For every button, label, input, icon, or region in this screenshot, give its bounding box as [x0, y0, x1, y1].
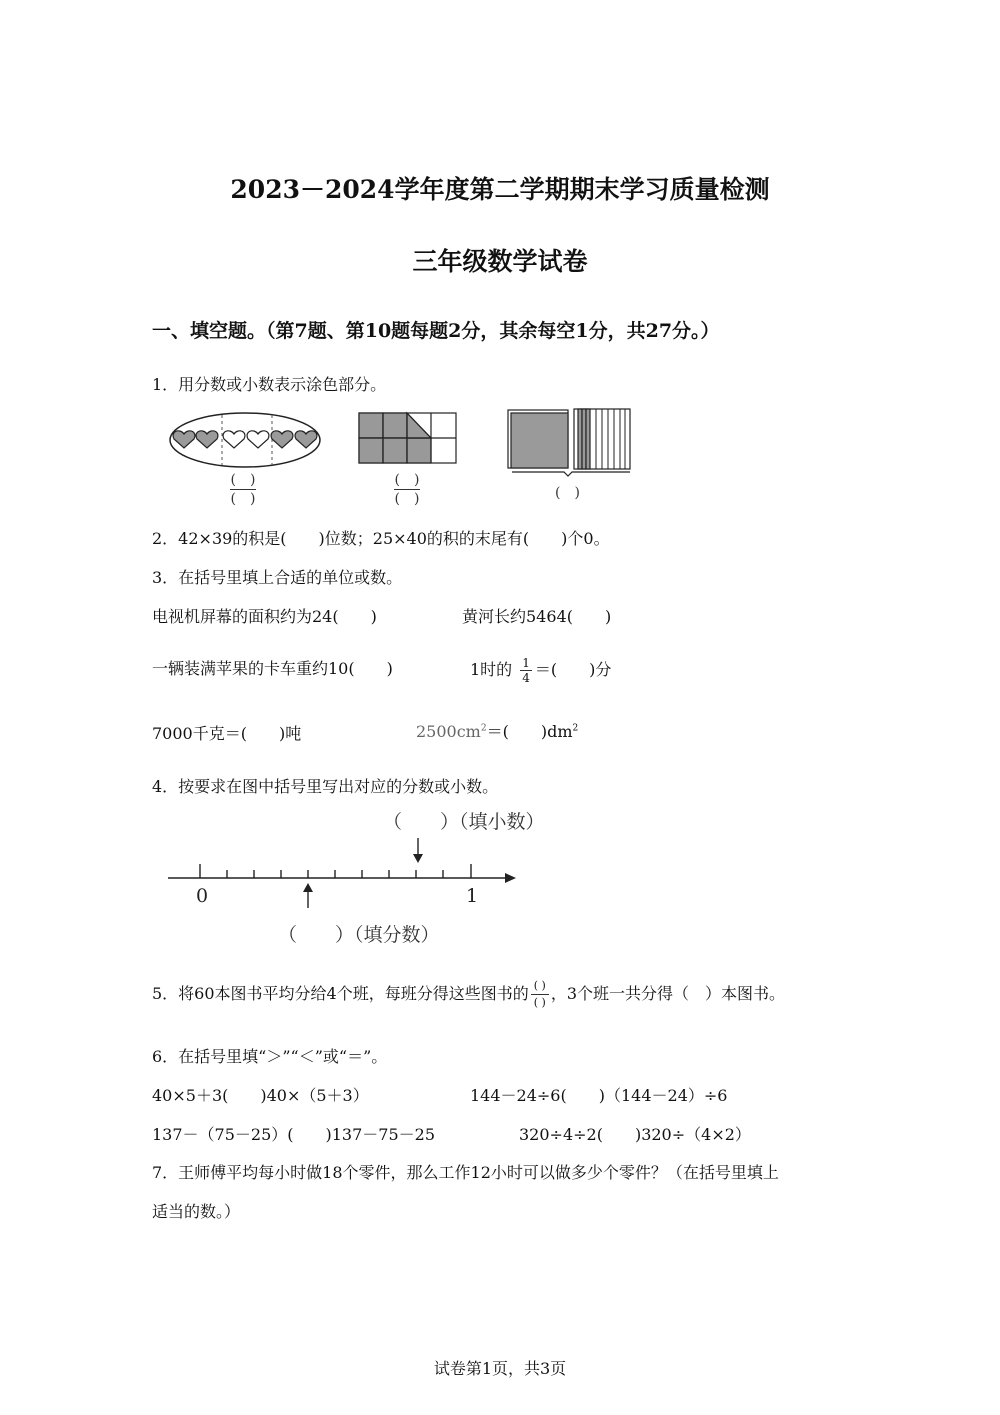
- tick-label-0: 0: [196, 885, 209, 907]
- q4-top-label: （ ）（填小数）: [383, 811, 545, 833]
- q1-answer-decimal[interactable]: ( ): [555, 485, 580, 501]
- heart-icon: [173, 431, 195, 448]
- down-arrow-icon: [413, 838, 423, 863]
- q1-answer-fraction-2[interactable]: ( ) ( ): [394, 472, 420, 507]
- exam-title: 2023－2024学年度第二学期期末学习质量检测: [230, 175, 770, 204]
- q6-item-a: 40×5＋3( )40×（5＋3）: [152, 1086, 369, 1105]
- heart-icon: [295, 431, 317, 448]
- question-7-line-2: 适当的数。）: [152, 1202, 241, 1221]
- tick-label-1: 1: [466, 885, 479, 907]
- q6-item-d: 320÷4÷2( )320÷（4×2）: [519, 1125, 751, 1144]
- shaded-grid-figure: [359, 413, 456, 463]
- q4-bottom-label: （ ）（填分数）: [278, 924, 440, 946]
- question-6-text: 6．在括号里填“＞”“＜”或“＝”。: [152, 1047, 388, 1066]
- heart-icon: [223, 431, 245, 448]
- q3-item-kg-to-ton: 7000千克＝( )吨: [152, 724, 302, 743]
- page-footer: 试卷第1页，共3页: [433, 1359, 567, 1378]
- q6-item-b: 144－24÷6( )（144－24）÷6: [470, 1086, 728, 1105]
- question-3-text: 3．在括号里填上合适的单位或数。: [152, 568, 403, 587]
- question-1-text: 1．用分数或小数表示涂色部分。: [152, 375, 387, 394]
- question-7-line-1: 7．王师傅平均每小时做18个零件，那么工作12小时可以做多少个零件？（在括号里填上: [152, 1163, 779, 1182]
- q3-item-hour-fraction: 1时的 $\frac{1}{4}$ ＝( )分: [470, 656, 612, 685]
- arrowhead-icon: [505, 873, 516, 883]
- heart-icon: [271, 431, 293, 448]
- exam-subtitle: 三年级数学试卷: [412, 247, 588, 276]
- q3-item-area-convert: $2500cm^2=$( )$dm^2$: [416, 722, 579, 741]
- question-2-text: 2．42×39的积是( )位数；25×40的积的末尾有( )个0。: [152, 529, 610, 548]
- q6-item-c: 137－（75－25）( )137－75－25: [152, 1125, 436, 1144]
- number-line: [160, 832, 530, 917]
- up-arrow-icon: [303, 883, 313, 908]
- question-5-text: 5．将60本图书平均分给4个班，每班分得这些图书的 ( ) ( ) ，3个班一共分得（ ）本图书。: [152, 979, 786, 1009]
- q1-answer-fraction-1[interactable]: ( ) ( ): [230, 472, 256, 507]
- heart-icon: [247, 431, 269, 448]
- q3-item-truck-weight: 一辆装满苹果的卡车重约10( ): [152, 659, 393, 678]
- square-strips-figure: [508, 409, 630, 476]
- q3-item-tv-area: 电视机屏幕的面积约为24( ): [152, 607, 377, 626]
- q3-item-yellow-river: 黄河长约5464( ): [462, 607, 612, 626]
- heart-icon: [196, 431, 218, 448]
- question-4-text: 4．按要求在图中括号里写出对应的分数或小数。: [152, 777, 499, 796]
- hearts-ellipse-figure: [170, 413, 320, 467]
- section-heading: 一、填空题。（第7题、第10题每题2分，其余每空1分，共27分。）: [152, 320, 720, 342]
